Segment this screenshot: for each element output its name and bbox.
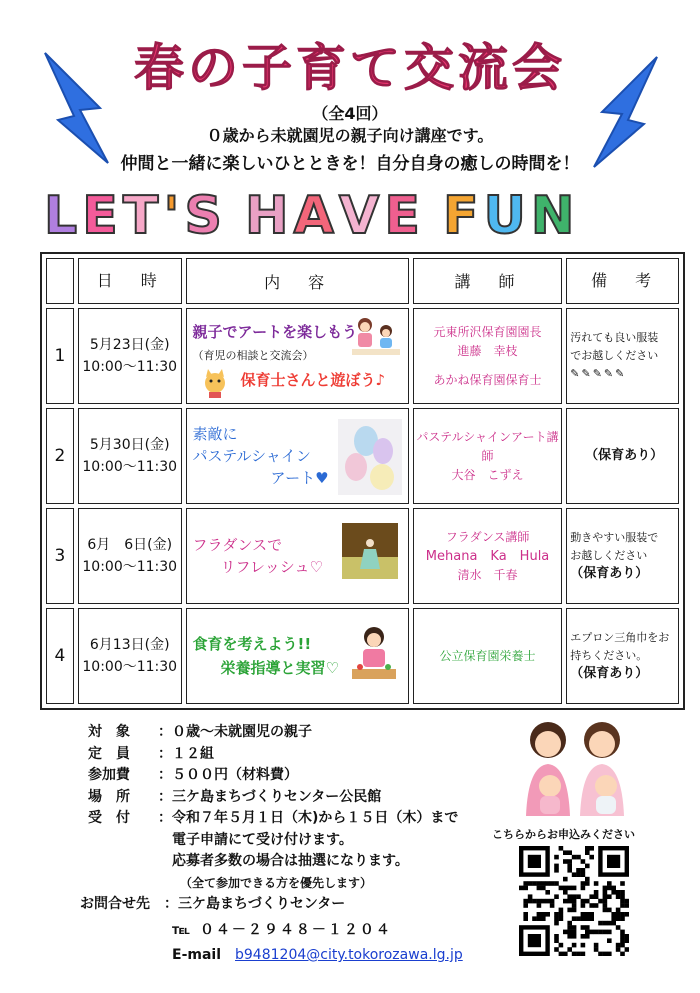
content-title: 食育を考えよう!! bbox=[192, 635, 312, 653]
note-text: でお越しください bbox=[570, 349, 659, 362]
session-time: 10:00～11:30 bbox=[82, 359, 178, 375]
info-value: ：三ケ島まちづくりセンター公民館 bbox=[158, 788, 382, 805]
table-row bbox=[46, 308, 679, 404]
pastel-art-eggs-illustration bbox=[338, 419, 402, 495]
target-audience-line: ０歳から未就園児の親子向け講座です。 bbox=[206, 126, 494, 145]
session-lecturer bbox=[413, 408, 562, 504]
session-note bbox=[566, 408, 679, 504]
session-number: 1 bbox=[46, 308, 74, 404]
qr-caption: こちらからお申込みください bbox=[492, 828, 635, 841]
session-number: 4 bbox=[46, 608, 74, 704]
lecturer-title: 元東所沢保育園園長 bbox=[433, 324, 542, 339]
banner-letter: N bbox=[530, 186, 575, 246]
banner-letter: F bbox=[442, 186, 479, 246]
session-lecturer bbox=[413, 508, 562, 604]
info-label: 場 所 bbox=[88, 788, 130, 805]
table-header-row bbox=[46, 258, 679, 304]
banner-letter: S bbox=[184, 186, 222, 246]
session-datetime bbox=[78, 408, 182, 504]
banner-letter: T bbox=[122, 186, 159, 246]
tel-icon: ℡ bbox=[172, 921, 190, 938]
info-tel bbox=[88, 920, 463, 942]
session-time: 10:00～11:30 bbox=[82, 659, 178, 675]
info-reception-detail: 電子申請にて受け付けます。 bbox=[172, 831, 353, 848]
content-subtitle: リフレッシュ♡ bbox=[220, 558, 323, 576]
childcare-note: （保育あり） bbox=[585, 448, 664, 463]
info-label: お問合せ先 bbox=[80, 896, 150, 912]
info-fee bbox=[88, 765, 463, 787]
email-link[interactable]: b9481204@city.tokorozawa.lg.jp bbox=[235, 947, 463, 963]
table-row bbox=[46, 508, 679, 604]
session-content bbox=[186, 408, 409, 504]
banner-letter: H bbox=[245, 186, 289, 246]
session-number: 3 bbox=[46, 508, 74, 604]
table-row bbox=[46, 408, 679, 504]
info-email bbox=[88, 945, 463, 967]
lets-have-fun-banner bbox=[44, 186, 664, 246]
table-row bbox=[46, 608, 679, 704]
hula-dancer-photo bbox=[342, 523, 398, 579]
info-value: ：０歳～未就園児の親子 bbox=[158, 724, 312, 740]
page-title: 春の子育て交流会 bbox=[134, 39, 566, 97]
cat-mascot-icon bbox=[195, 369, 235, 399]
header-notes: 備 考 bbox=[566, 258, 679, 304]
cooking-woman-illustration bbox=[348, 623, 400, 685]
session-number: 2 bbox=[46, 408, 74, 504]
schedule-table bbox=[40, 252, 685, 710]
info-target bbox=[88, 722, 463, 744]
header-number-cell bbox=[46, 258, 74, 304]
session-datetime bbox=[78, 308, 182, 404]
tel-number: ０４－２９４８－１２０４ bbox=[199, 921, 392, 938]
info-value: ：１２組 bbox=[158, 745, 214, 762]
session-note bbox=[566, 508, 679, 604]
info-label: 定 員 bbox=[88, 745, 130, 762]
info-label: 受 付 bbox=[88, 810, 130, 826]
content-title: 素敵に bbox=[192, 425, 238, 443]
note-text: エプロン三角巾をお bbox=[570, 631, 670, 644]
banner-letter: E bbox=[384, 186, 420, 246]
info-value: ：令和７年５月１日（木)から１５日（木）まで bbox=[158, 810, 459, 826]
session-content bbox=[186, 508, 409, 604]
email-label: E-mail bbox=[172, 947, 222, 963]
content-subtitle: （育児の相談と交流会） bbox=[192, 349, 314, 362]
lecturer-affiliation: あかね保育園保育士 bbox=[433, 372, 542, 387]
content-title: 親子でアートを楽しもう bbox=[192, 323, 358, 341]
header-lecturer: 講 師 bbox=[413, 258, 562, 304]
lecturer-title: パステルシャインアート講師 bbox=[416, 429, 559, 463]
lecturer-name: 清水 千春 bbox=[457, 567, 518, 582]
info-place bbox=[88, 787, 463, 809]
note-text: お越しください bbox=[570, 549, 648, 562]
tagline: 仲間と一緒に楽しいひとときを！自分自身の癒しの時間を！ bbox=[120, 154, 580, 174]
content-tagline: 保育士さんと遊ぼう♪ bbox=[240, 371, 386, 389]
parent-child-art-illustration bbox=[350, 313, 402, 357]
banner-letter: U bbox=[483, 186, 526, 246]
info-label: 参加費 bbox=[88, 767, 130, 783]
info-label: 対 象 bbox=[88, 724, 130, 740]
note-text: 汚れても良い服装 bbox=[570, 331, 659, 344]
info-value: ：５００円（材料費） bbox=[158, 767, 298, 783]
session-note bbox=[566, 608, 679, 704]
note-text: 持ちください。 bbox=[570, 649, 648, 662]
info-reception bbox=[88, 808, 463, 830]
session-lecturer bbox=[413, 308, 562, 404]
session-count: （全4回） bbox=[312, 104, 388, 123]
session-date: 5月23日(金) bbox=[89, 337, 170, 353]
lecturer-name: 進藤 幸枝 bbox=[457, 343, 518, 358]
info-reception-detail: 応募者多数の場合は抽選になります。 bbox=[172, 853, 409, 869]
lecturer-title: 公立保育園栄養士 bbox=[439, 648, 536, 663]
banner-letter: E bbox=[82, 186, 118, 246]
lecturer-name: 大谷 こずえ bbox=[451, 467, 524, 482]
header-date: 日 時 bbox=[78, 258, 182, 304]
session-date: 6月 6日(金) bbox=[87, 537, 173, 553]
childcare-note: （保育あり） bbox=[570, 666, 649, 681]
content-tagline: アート♥ bbox=[270, 469, 329, 487]
info-contact bbox=[80, 894, 463, 916]
session-time: 10:00～11:30 bbox=[82, 459, 178, 475]
childcare-note: （保育あり） bbox=[570, 566, 649, 581]
family-illustration bbox=[518, 716, 638, 820]
qr-code[interactable] bbox=[519, 846, 629, 956]
note-text: 動きやすい服装で bbox=[570, 531, 659, 544]
info-value: ：三ケ島まちづくりセンター bbox=[164, 896, 346, 912]
info-capacity bbox=[88, 744, 463, 766]
lecturer-title: フラダンス講師 bbox=[445, 529, 530, 544]
content-title: フラダンスで bbox=[192, 536, 283, 554]
session-time: 10:00～11:30 bbox=[82, 559, 178, 575]
session-content bbox=[186, 308, 409, 404]
session-note bbox=[566, 308, 679, 404]
banner-letter: V bbox=[338, 186, 380, 246]
session-datetime bbox=[78, 508, 182, 604]
content-subtitle: パステルシャイン bbox=[192, 447, 311, 465]
content-subtitle: 栄養指導と実習♡ bbox=[220, 659, 339, 677]
info-reception-detail: （全て参加できる方を優先します） bbox=[180, 875, 373, 890]
session-date: 6月13日(金) bbox=[89, 637, 170, 653]
banner-letter: L bbox=[44, 186, 78, 246]
session-content bbox=[186, 608, 409, 704]
banner-letter: ' bbox=[163, 186, 180, 246]
event-info bbox=[80, 722, 463, 967]
session-lecturer bbox=[413, 608, 562, 704]
header-content: 内 容 bbox=[186, 258, 409, 304]
session-date: 5月30日(金) bbox=[89, 437, 170, 453]
pencil-icons: ✎✎✎✎✎ bbox=[570, 367, 627, 380]
lecturer-group: Mehana Ka Hula bbox=[425, 548, 550, 564]
session-datetime bbox=[78, 608, 182, 704]
banner-letter: A bbox=[293, 186, 334, 246]
